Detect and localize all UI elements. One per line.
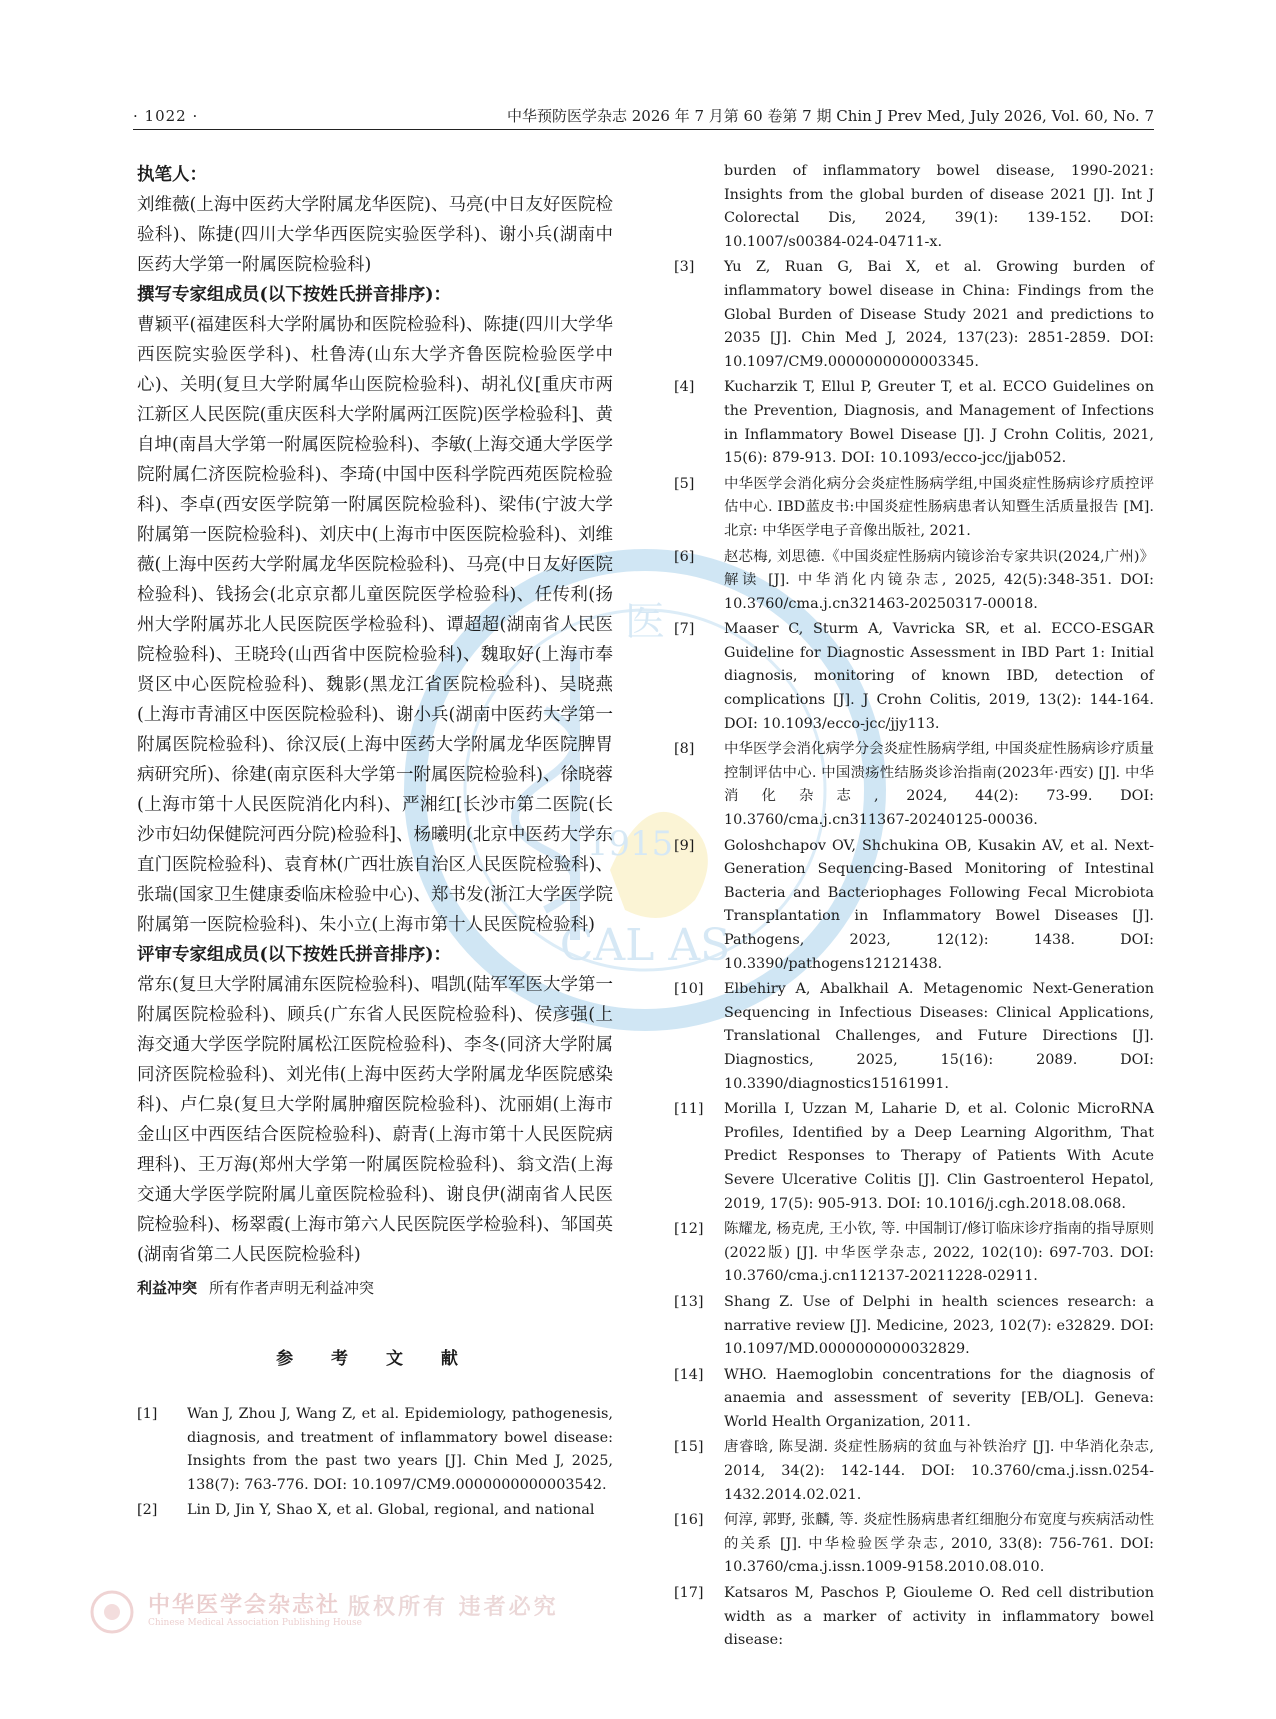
references-left [137, 1403, 613, 1523]
header-rule [133, 129, 1154, 130]
publisher-name-cn: 中华医学会杂志社 [148, 1592, 341, 1618]
review-group-heading: 评审专家组成员(以下按姓氏拼音排序)： [137, 945, 452, 965]
conflict-label: 利益冲突 [137, 1279, 198, 1297]
reference-item: [11] Morilla I, Uzzan M, Laharie D, et al. Colonic MicroRNA Profiles, Identified by a Deep Learning Algorithm, That Predict Responses to Therapy of Patients With Acute Severe Ulcerative Colitis [J]. Clin Gastroenterol Hepatol, 2019, 17(5): 905-913. DOI: 10.1016/j.cgh.2018.08.068. [674, 1101, 1154, 1212]
review-group-list: 常东(复旦大学附属浦东医院检验科)、唱凯(陆军军医大学第一附属医院检验科)、顾兵(广东省人民医院检验科)、侯彦强(上海交通大学医学院附属松江医院检验科)、李冬(同济大学附属同济医院检验科)、刘光伟(上海中医药大学附属龙华医院感染科)、卢仁泉(复旦大学附属肿瘤医院检验科)、沈丽娟(上海市金山区中西医结合医院检验科)、蔚青(上海市第十人民医院病理科)、王万海(郑州大学第一附属医院检验科)、翁文浩(上海交通大学医学院附属儿童医院检验科)、谢良伊(湖南省人民医院检验科)、杨翠霞(上海市第六人民医院医学检验科)、邹国英(湖南省第二人民医院检验科) [137, 975, 613, 1265]
publisher-name-en: Chinese Medical Association Publishing House [148, 1618, 362, 1628]
reference-text-continued: burden of inflammatory bowel disease, 1990-2021: Insights from the global burden of disease 2021 [J]. Int J Colorectal Dis, 2024, 39(1): 139-152. DOI: 10.1007/s00384-024-04711-x. [724, 163, 1154, 250]
seal-text-bottom: CAL AS [559, 920, 731, 971]
reference-item: [9] Goloshchapov OV, Shchukina OB, Kusakin AV, et al. Next-Generation Sequencing-Based Monitoring of Intestinal Bacteria and Bacteriophages Following Fecal Microbiota Transplantation in Inflammatory Bowel Diseases [J]. Pathogens, 2023, 12(12): 1438. DOI: 10.3390/pathogens12121438. [674, 837, 1154, 972]
publisher-logo-watermark [86, 1588, 606, 1636]
writing-group-heading: 撰写专家组成员(以下按姓氏拼音排序)： [137, 285, 452, 305]
reference-item: [10] Elbehiry A, Abalkhail A. Metagenomic Next-Generation Sequencing in Infectious Diseases: Clinical Applications, Translational Challenges, and Future Directions [J]. Diagnostics, 2025, 15(16): 2089. DOI: 10.3390/diagnostics15161991. [674, 981, 1154, 1092]
reference-item: [15] 唐睿晗, 陈旻湖. 炎症性肠病的贫血与补铁治疗 [J]. 中华消化杂志, 2014, 34(2): 142-144. DOI: 10.3760/cma.j.issn.0254-1432.2014.02.021. [674, 1439, 1154, 1503]
conflict-text: 所有作者声明无利益冲突 [209, 1279, 375, 1297]
right-column [674, 160, 1154, 1653]
page-number: · 1022 · [133, 107, 199, 125]
reference-item [137, 1499, 613, 1523]
writing-group-list: 曹颖平(福建医科大学附属协和医院检验科)、陈捷(四川大学华西医院实验医学科)、杜鲁涛(山东大学齐鲁医院检验医学中心)、关明(复旦大学附属华山医院检验科)、胡礼仪[重庆市两江新区人民医院(重庆医科大学附属两江医院)医学检验科]、黄自坤(南昌大学第一附属医院检验科)、李敏(上海交通大学医学院附属仁济医院检验科)、李琦(中国中医科学院西苑医院检验科)、李卓(西安医学院第一附属医院检验科)、梁伟(宁波大学附属第一医院检验科)、刘庆中(上海市中医医院检验科)、刘维薇(上海中医药大学附属龙华医院检验科)、马亮(中日友好医院检验科)、钱扬会(北京京都儿童医院医学检验科)、任传利(扬州大学附属苏北人民医院医学检验科)、谭超超(湖南省人民医院检验科)、王晓玲(山西省中医院检验科)、魏取好(上海市奉贤区中心医院检验科)、魏影(黑龙江省医院检验科)、吴晓燕(上海市青浦区中医医院检验科)、谢小兵(湖南中医药大学第一附属医院检验科)、徐汉辰(上海中医药大学附属龙华医院脾胃病研究所)、徐建(南京医科大学第一附属医院检验科)、徐晓蓉(上海市第十人民医院消化内科)、严湘红[长沙市第二医院(长沙市妇幼保健院河西分院)检验科]、杨曦明(北京中医药大学东直门医院检验科)、袁育林(广西壮族自治区人民医院检验科)、张瑞(国家卫生健康委临床检验中心)、郑书发(浙江大学医学院附属第一医院检验科)、朱小立(上海市第十人民医院检验科) [137, 315, 613, 935]
references-title: 参 考 文 献 [276, 1349, 474, 1369]
reference-item: [3] Yu Z, Ruan G, Bai X, et al. Growing burden of inflammatory bowel disease in China: Findings from the Global Burden of Disease Study 2021 and predictions to 2035 [J]. Chin Med J, 2024, 137(23): 2851-2859. DOI: 10.1097/CM9.0000000000003345. [674, 259, 1154, 370]
reference-text: Wan J, Zhou J, Wang Z, et al. Epidemiology, pathogenesis, diagnosis, and treatment of inflammatory bowel disease: Insights from the past two years [J]. Chin Med J, 2025, 138(7): 763-776. DOI: 10.1097/CM9.0000000000003542. [187, 1406, 613, 1493]
running-header [133, 103, 1154, 129]
reference-item: [16] 何淳, 郭野, 张麟, 等. 炎症性肠病患者红细胞分布宽度与疾病活动性的关系 [J]. 中华检验医学杂志, 2010, 33(8): 756-761. DOI: 10.3760/cma.j.issn.1009-9158.2010.08.010. [674, 1512, 1154, 1576]
seal-text-top: 医 [625, 599, 665, 645]
flower-logo-icon [86, 1588, 138, 1636]
reference-number: [1] [137, 1406, 158, 1422]
journal-citation: 中华预防医学杂志 2026 年 7 月第 60 卷第 7 期 Chin J Prev Med, July 2026, Vol. 60, No. 7 [506, 107, 1154, 125]
copyright-notice: 版权所有 违者必究 [348, 1594, 559, 1620]
reference-item: [4] Kucharzik T, Ellul P, Greuter T, et al. ECCO Guidelines on the Prevention, Diagnosis, and Management of Infections in Inflammatory Bowel Disease [J]. J Crohn Colitis, 2021, 15(6): 879-913. DOI: 10.1093/ecco-jcc/jjab052. [674, 379, 1154, 467]
reference-item [137, 1403, 613, 1497]
reference-item: [7] Maaser C, Sturm A, Vavricka SR, et al. ECCO-ESGAR Guideline for Diagnostic Assessment in IBD Part 1: Initial diagnosis, monitoring of known IBD, detection of complications [J]. J Crohn Colitis, 2019, 13(2): 144-164. DOI: 10.1093/ecco-jcc/jjy113. [674, 621, 1154, 732]
reference-item: [8] 中华医学会消化病学分会炎症性肠病学组, 中国炎症性肠病诊疗质量控制评估中心. 中国溃疡性结肠炎诊治指南(2023年·西安) [J]. 中华消化杂志, 2024, 44(2): 73-99. DOI: 10.3760/cma.j.cn311367-20240125-00036. [674, 741, 1154, 829]
reference-item: [14] WHO. Haemoglobin concentrations for the diagnosis of anaemia and assessment of severity [EB/OL]. Geneva: World Health Organization, 2011. [674, 1366, 1154, 1430]
writers-list: 刘维薇(上海中医药大学附属龙华医院)、马亮(中日友好医院检验科)、陈捷(四川大学华西医院实验医学科)、谢小兵(湖南中医药大学第一附属医院检验科) [137, 195, 613, 275]
reference-text: Lin D, Jin Y, Shao X, et al. Global, regional, and national [187, 1502, 595, 1519]
reference-item: [13] Shang Z. Use of Delphi in health sciences research: a narrative review [J]. Medicine, 2023, 102(7): e32829. DOI: 10.1097/MD.0000000000032829. [674, 1293, 1154, 1358]
reference-item: [17] Katsaros M, Paschos P, Giouleme O. Red cell distribution width as a marker of activity in inflammatory bowel disease: [674, 1585, 1154, 1649]
left-column [137, 160, 613, 1523]
reference-item: [5] 中华医学会消化病分会炎症性肠病学组,中国炎症性肠病诊疗质控评估中心. IBD蓝皮书:中国炎症性肠病患者认知暨生活质量报告 [M]. 北京: 中华医学电子音像出版社, 2021. [674, 475, 1154, 539]
reference-item: [12] 陈耀龙, 杨克虎, 王小钦, 等. 中国制订/修订临床诊疗指南的指导原则(2022版) [J]. 中华医学杂志, 2022, 102(10): 697-703. DOI: 10.3760/cma.j.cn112137-20211228-02911. [674, 1221, 1154, 1285]
writers-heading: 执笔人： [137, 165, 207, 185]
reference-number: [2] [137, 1502, 158, 1519]
reference-item-continued [674, 160, 1154, 254]
reference-item: [6] 赵芯梅, 刘思德.《中国炎症性肠病内镜诊治专家共识(2024,广州)》解读 [J]. 中华消化内镜杂志, 2025, 42(5):348-351. DOI: 10.3760/cma.j.cn321463-20250317-00018. [674, 548, 1154, 612]
conflict-statement [137, 1274, 613, 1302]
seal-year: 1915 [586, 824, 674, 864]
